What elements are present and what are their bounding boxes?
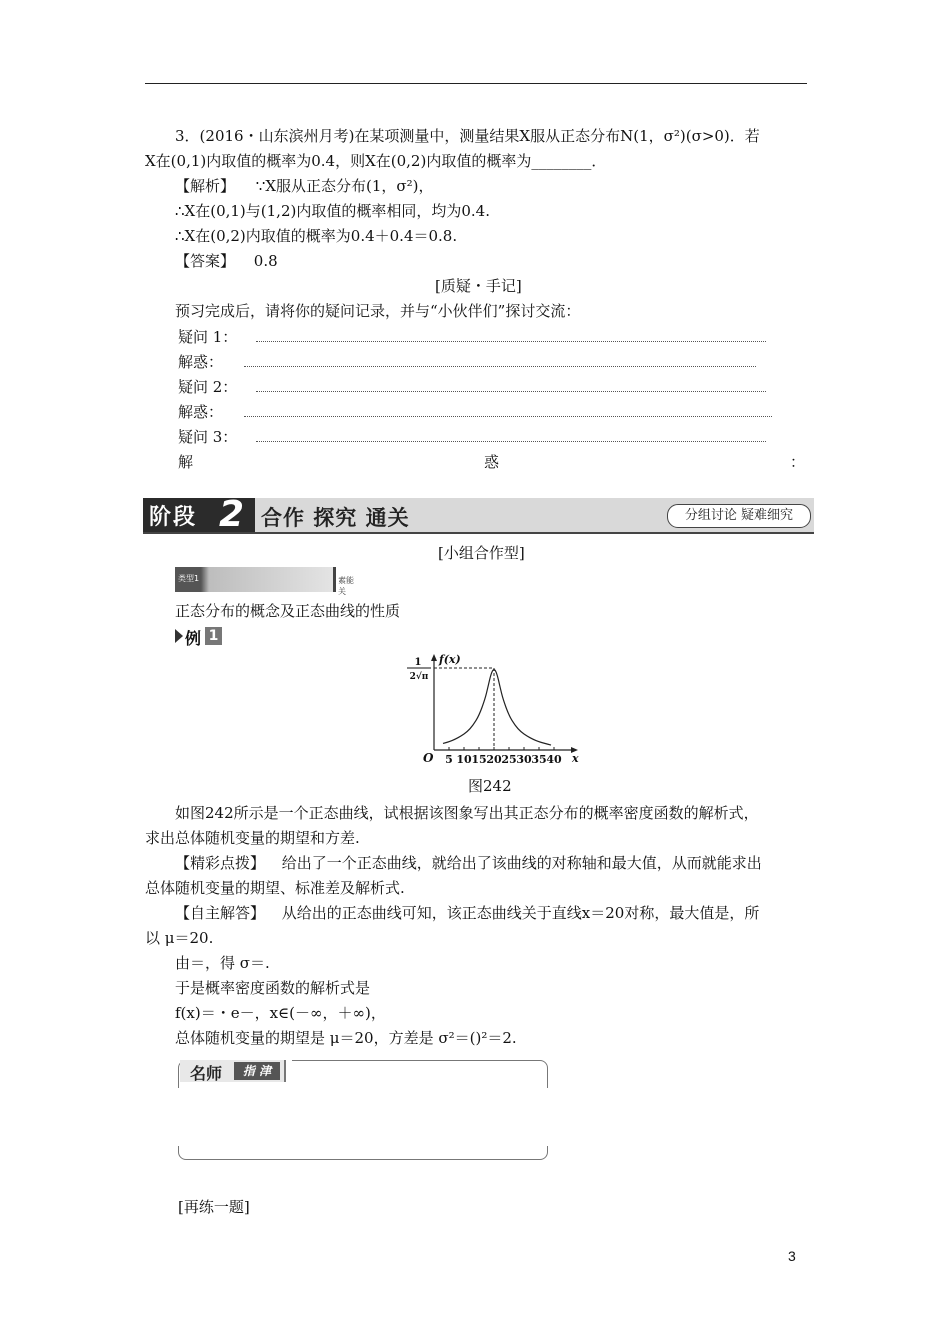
x-tick-label: 15 — [471, 753, 487, 766]
stage-label: 阶段 — [149, 505, 198, 530]
example-tag — [175, 626, 223, 646]
x-axis-label: x — [572, 752, 579, 765]
banner-tag: 分组讨论 疑难细究 — [667, 504, 811, 528]
question-line1: 如图242所示是一个正态曲线，试根据该图象写出其正态分布的概率密度函数的解析式， — [175, 804, 759, 822]
y-axis-label: f(x) — [439, 653, 461, 666]
notes-title: [质疑・手记] — [435, 277, 522, 295]
analysis-step2: ∴X在(0,2)内取值的概率为0.4＋0.4＝0.8. — [175, 227, 458, 245]
analysis-step1: ∴X在(0,1)与(1,2)内取值的概率相同，均为0.4. — [175, 202, 490, 220]
x-tick-label: 25 — [501, 753, 517, 766]
analysis-text: ∵X服从正态分布(1，σ²)， — [255, 177, 434, 195]
chart-guides — [434, 668, 494, 750]
answer-row — [175, 250, 278, 271]
solve-row — [175, 902, 759, 923]
type-label: 类型1 — [178, 574, 200, 583]
mingshi-tab — [180, 1060, 292, 1082]
answer-value: 0.8 — [253, 252, 278, 270]
step-result: 总体随机变量的期望是 μ＝20，方差是 σ²＝()²＝2. — [175, 1029, 517, 1047]
example-arrow-icon — [175, 629, 183, 643]
type-right-label: 素能关 — [338, 576, 354, 596]
question-line2: 求出总体随机变量的期望和方差. — [145, 829, 360, 847]
type-bar — [175, 567, 361, 596]
figure-caption: 图242 — [468, 777, 512, 795]
question1-label: 疑问 1： — [178, 328, 238, 346]
x-tick-label: 35 — [531, 753, 547, 766]
answer2-label: 解惑： — [178, 403, 224, 421]
solve-label: 【自主解答】 — [175, 904, 266, 922]
mingshi-frame-gap-right — [544, 1088, 550, 1146]
answer3-label-left: 解 — [178, 453, 194, 471]
problem3-line1: 3．(2016・山东滨州月考)在某项测量中，测量结果X服从正态分布N(1，σ²)(σ>0)．若 — [175, 127, 760, 145]
x-tick-label: 10 — [456, 753, 472, 766]
answer3-label-right: ： — [790, 453, 806, 471]
banner-title: 合作 探究 通关 — [261, 506, 410, 530]
answer1-label: 解惑： — [178, 353, 224, 371]
question2-line[interactable] — [256, 391, 766, 392]
example-number: 1 — [205, 627, 222, 645]
question3-label: 疑问 3： — [178, 428, 238, 446]
hint-label: 【精彩点拨】 — [175, 854, 266, 872]
step-pdf-intro: 于是概率密度函数的解析式是 — [175, 979, 371, 997]
x-tick-label: 30 — [516, 753, 532, 766]
practice-label: [再练一题] — [178, 1198, 250, 1216]
mingshi-badge: 指 津 — [234, 1062, 280, 1080]
origin-label: O — [423, 751, 434, 765]
example-label: 例 — [185, 629, 202, 648]
notes-intro: 预习完成后，请将你的疑问记录，并与“小伙伴们”探讨交流： — [175, 302, 581, 320]
chart-series — [443, 669, 551, 745]
stage-banner — [143, 494, 814, 535]
answer2-line[interactable] — [244, 416, 772, 417]
question1-line[interactable] — [256, 341, 766, 342]
answer3-label-mid: 惑 — [484, 453, 500, 471]
step-sigma: 由＝，得 σ＝. — [175, 954, 270, 972]
max-value-denominator: 2√π — [409, 672, 429, 682]
answer-label: 【答案】 — [175, 252, 236, 270]
y-axis-arrow-icon — [431, 654, 437, 661]
answer1-line[interactable] — [244, 366, 756, 367]
mingshi-box — [178, 1060, 548, 1160]
x-tick-label: 5 — [445, 753, 453, 766]
solve-line2: 以 μ＝20. — [145, 929, 214, 947]
solve-line1: 从给出的正态曲线可知，该正态曲线关于直线x＝20对称，最大值是，所 — [281, 904, 760, 922]
analysis-row — [175, 175, 434, 196]
hint-row — [175, 852, 762, 873]
group-label: [小组合作型] — [438, 544, 525, 562]
problem3-line2: X在(0,1)内取值的概率为0.4，则X在(0,2)内取值的概率为________． — [145, 152, 607, 170]
page-number: 3 — [788, 1248, 796, 1264]
question2-label: 疑问 2： — [178, 378, 238, 396]
step-pdf: f(x)＝・e－，x∈(－∞，＋∞)， — [175, 1004, 386, 1022]
hint-line2: 总体随机变量的期望、标准差及解析式. — [145, 879, 405, 897]
hint-line1: 给出了一个正态曲线，就给出了该曲线的对称轴和最大值，从而就能求出 — [281, 854, 762, 872]
max-value-numerator: 1 — [414, 657, 422, 668]
mingshi-frame-gap-left — [175, 1088, 181, 1146]
stage-number: 2 — [219, 494, 245, 535]
header-rule — [145, 83, 807, 84]
topic-heading: 正态分布的概念及正态曲线的性质 — [175, 602, 401, 620]
x-tick-label: 40 — [546, 753, 562, 766]
mingshi-label: 名师 — [190, 1064, 223, 1083]
type-separator — [333, 567, 336, 592]
normal-curve-line-0 — [443, 669, 551, 745]
normal-curve-chart — [392, 650, 582, 778]
stage-box — [143, 494, 255, 535]
question3-line[interactable] — [256, 441, 766, 442]
x-tick-label: 20 — [486, 753, 502, 766]
analysis-label: 【解析】 — [175, 177, 236, 195]
